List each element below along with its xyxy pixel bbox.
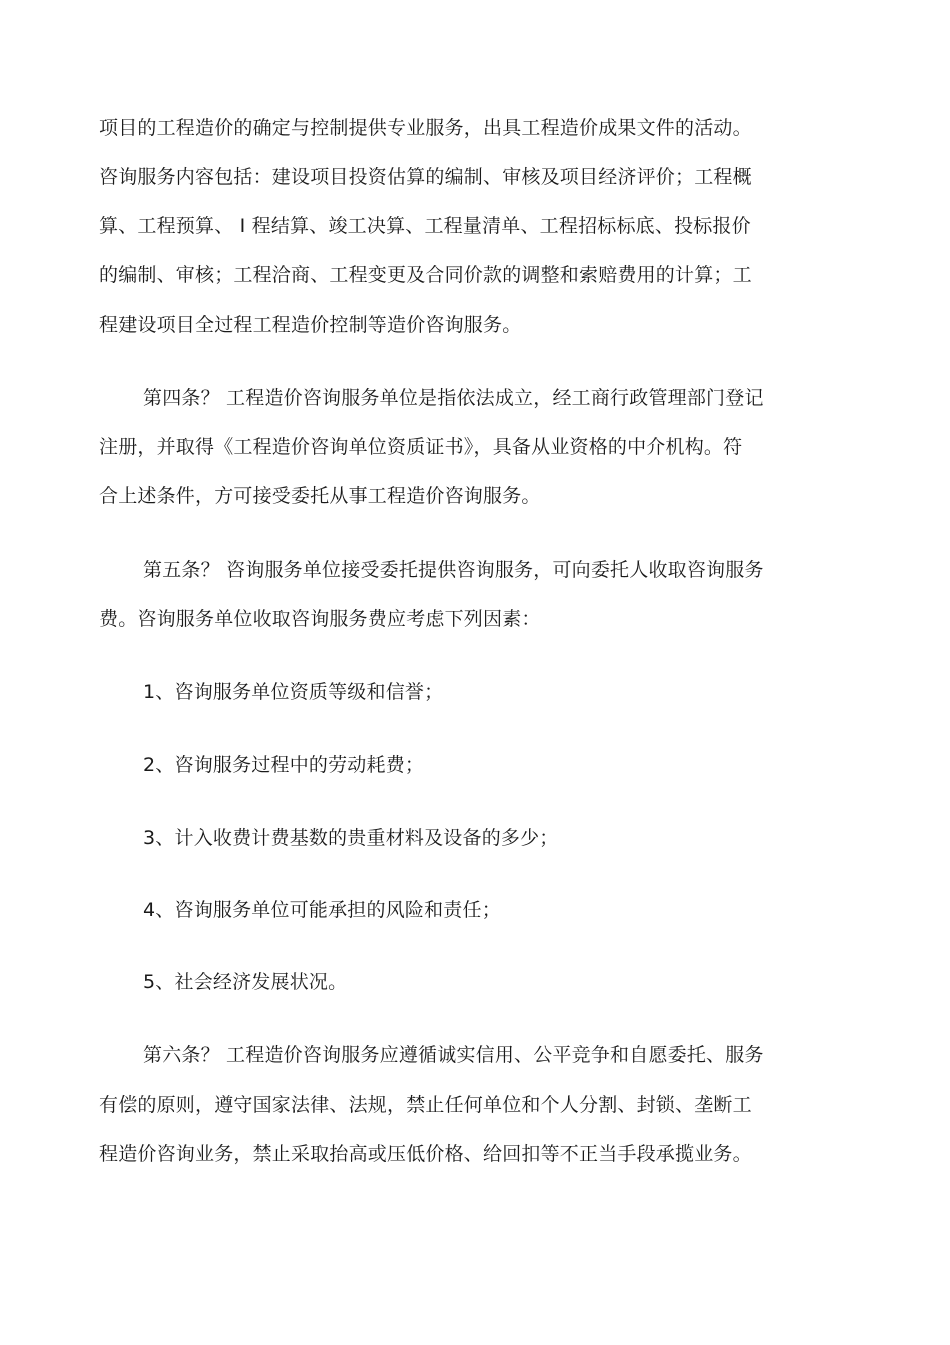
intro-line-1: 项目的工程造价的确定与控制提供专业服务，出具工程造价成果文件的活动。 <box>99 117 752 139</box>
article-4-line-3: 合上述条件，方可接受委托从事工程造价咨询服务。 <box>99 485 541 507</box>
article-5-line-2: 费。咨询服务单位收取咨询服务费应考虑下列因素： <box>99 608 541 630</box>
article-4-line-2: 注册，并取得《工程造价咨询单位资质证书》，具备从业资格的中介机构。符 <box>99 436 743 458</box>
intro-line-2: 咨询服务内容包括：建设项目投资估算的编制、审核及项目经济评价；工程概 <box>99 166 752 188</box>
article-5-line-1: 第五条？ 咨询服务单位接受委托提供咨询服务，可向委托人收取咨询服务 <box>143 559 764 581</box>
factor-item-3: 3、计入收费计费基数的贵重材料及设备的多少； <box>143 827 559 849</box>
article-4-line-1: 第四条？ 工程造价咨询服务单位是指依法成立，经工商行政管理部门登记 <box>143 387 764 409</box>
article-6-line-1: 第六条？ 工程造价咨询服务应遵循诚实信用、公平竞争和自愿委托、服务 <box>143 1044 764 1066</box>
factor-item-2: 2、咨询服务过程中的劳动耗费； <box>143 754 425 776</box>
intro-line-5: 程建设项目全过程工程造价控制等造价咨询服务。 <box>99 314 522 336</box>
factor-item-4: 4、咨询服务单位可能承担的风险和责任； <box>143 899 501 921</box>
article-6-line-3: 程造价咨询业务，禁止采取抬高或压低价格、给回扣等不正当手段承揽业务。 <box>99 1143 752 1165</box>
factor-item-5: 5、社会经济发展状况。 <box>143 971 348 993</box>
factor-item-1: 1、咨询服务单位资质等级和信誉； <box>143 681 444 703</box>
article-6-line-2: 有偿的原则，遵守国家法律、法规，禁止任何单位和个人分割、封锁、垄断工 <box>99 1094 752 1116</box>
intro-line-4: 的编制、审核；工程洽商、工程变更及合同价款的调整和索赔费用的计算；工 <box>99 264 752 286</box>
intro-line-3: 算、工程预算、 Ⅰ 程结算、竣工决算、工程量清单、工程招标标底、投标报价 <box>99 215 751 237</box>
